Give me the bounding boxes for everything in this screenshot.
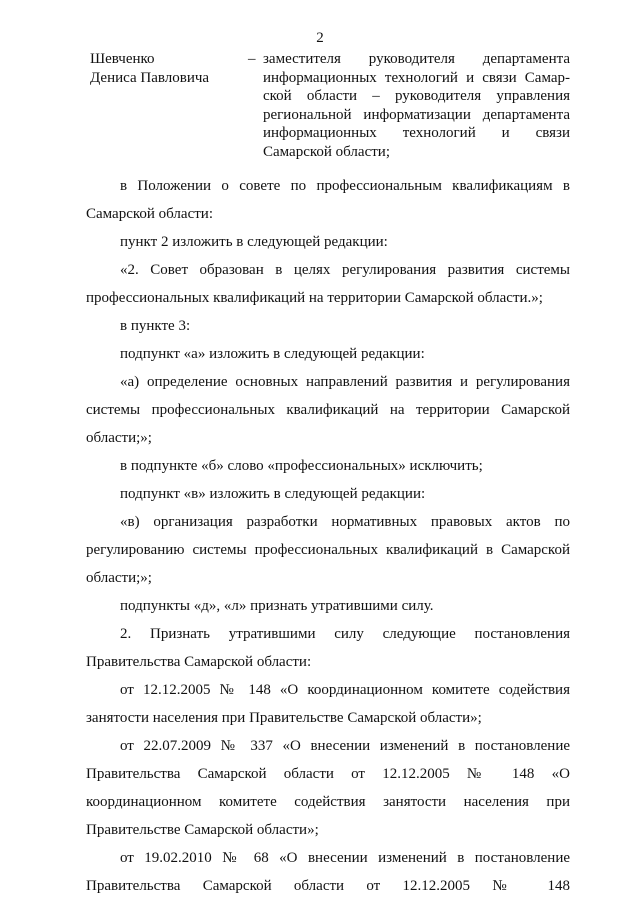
repealed-act-item: от 22.07.2009 № 337 «О внесении изменений в постановление Правительства Самарской области от 12.12.2005 № 148 «О координационном комитете содействия занятости населения при Правительстве Самарской области»; [86, 738, 570, 838]
document-body [86, 172, 570, 900]
paragraph: в подпункте «б» слово «профессиональных» исключить; [120, 458, 483, 474]
paragraph: «2. Совет образован в целях регулирования развития системы профессиональных квалификаций на территории Самарской области.»; [86, 262, 570, 306]
repealed-act-item: от 12.12.2005 № 148 «О координационном комитете содействия занятости населения при Правительстве Самарской области»; [86, 682, 570, 726]
member-position: заместителя руководителя департамента информационных технологий и связи Самарской области – руководителя управления региональной информатизации департамента информационных технологий и связи Самарской области; [263, 51, 570, 160]
paragraph: подпункт «в» изложить в следующей редакции: [120, 486, 426, 502]
member-dash: – [248, 51, 256, 67]
paragraph: подпункты «д», «л» признать утратившими силу. [120, 598, 434, 614]
repealed-act-item: от 19.02.2010 № 68 «О внесении изменений в постановление Правительства Самарской области от 12.12.2005 № 148 [86, 850, 570, 894]
page-number: 2 [316, 30, 324, 46]
council-member-entry [90, 50, 570, 160]
member-given-names: Дениса Павловича [90, 69, 210, 86]
paragraph: в пункте 3: [120, 318, 191, 334]
paragraph: пункт 2 изложить в следующей редакции: [120, 234, 388, 250]
section-2-paragraph: 2. Признать утратившими силу следующие постановления Правительства Самарской области: [86, 626, 570, 670]
paragraph: в Положении о совете по профессиональным квалификациям в Самарской области: [86, 178, 570, 222]
member-name [90, 50, 240, 87]
paragraph: «а) определение основных направлений развития и регулирования системы профессиональных квалификаций на территории Самарской области;»; [86, 374, 570, 446]
paragraph: «в) организация разработки нормативных правовых актов по регулированию системы профессиональных квалификаций в Самарской области;»; [86, 514, 570, 586]
paragraph: подпункт «а» изложить в следующей редакции: [120, 346, 425, 362]
member-surname: Шевченко [90, 51, 155, 67]
